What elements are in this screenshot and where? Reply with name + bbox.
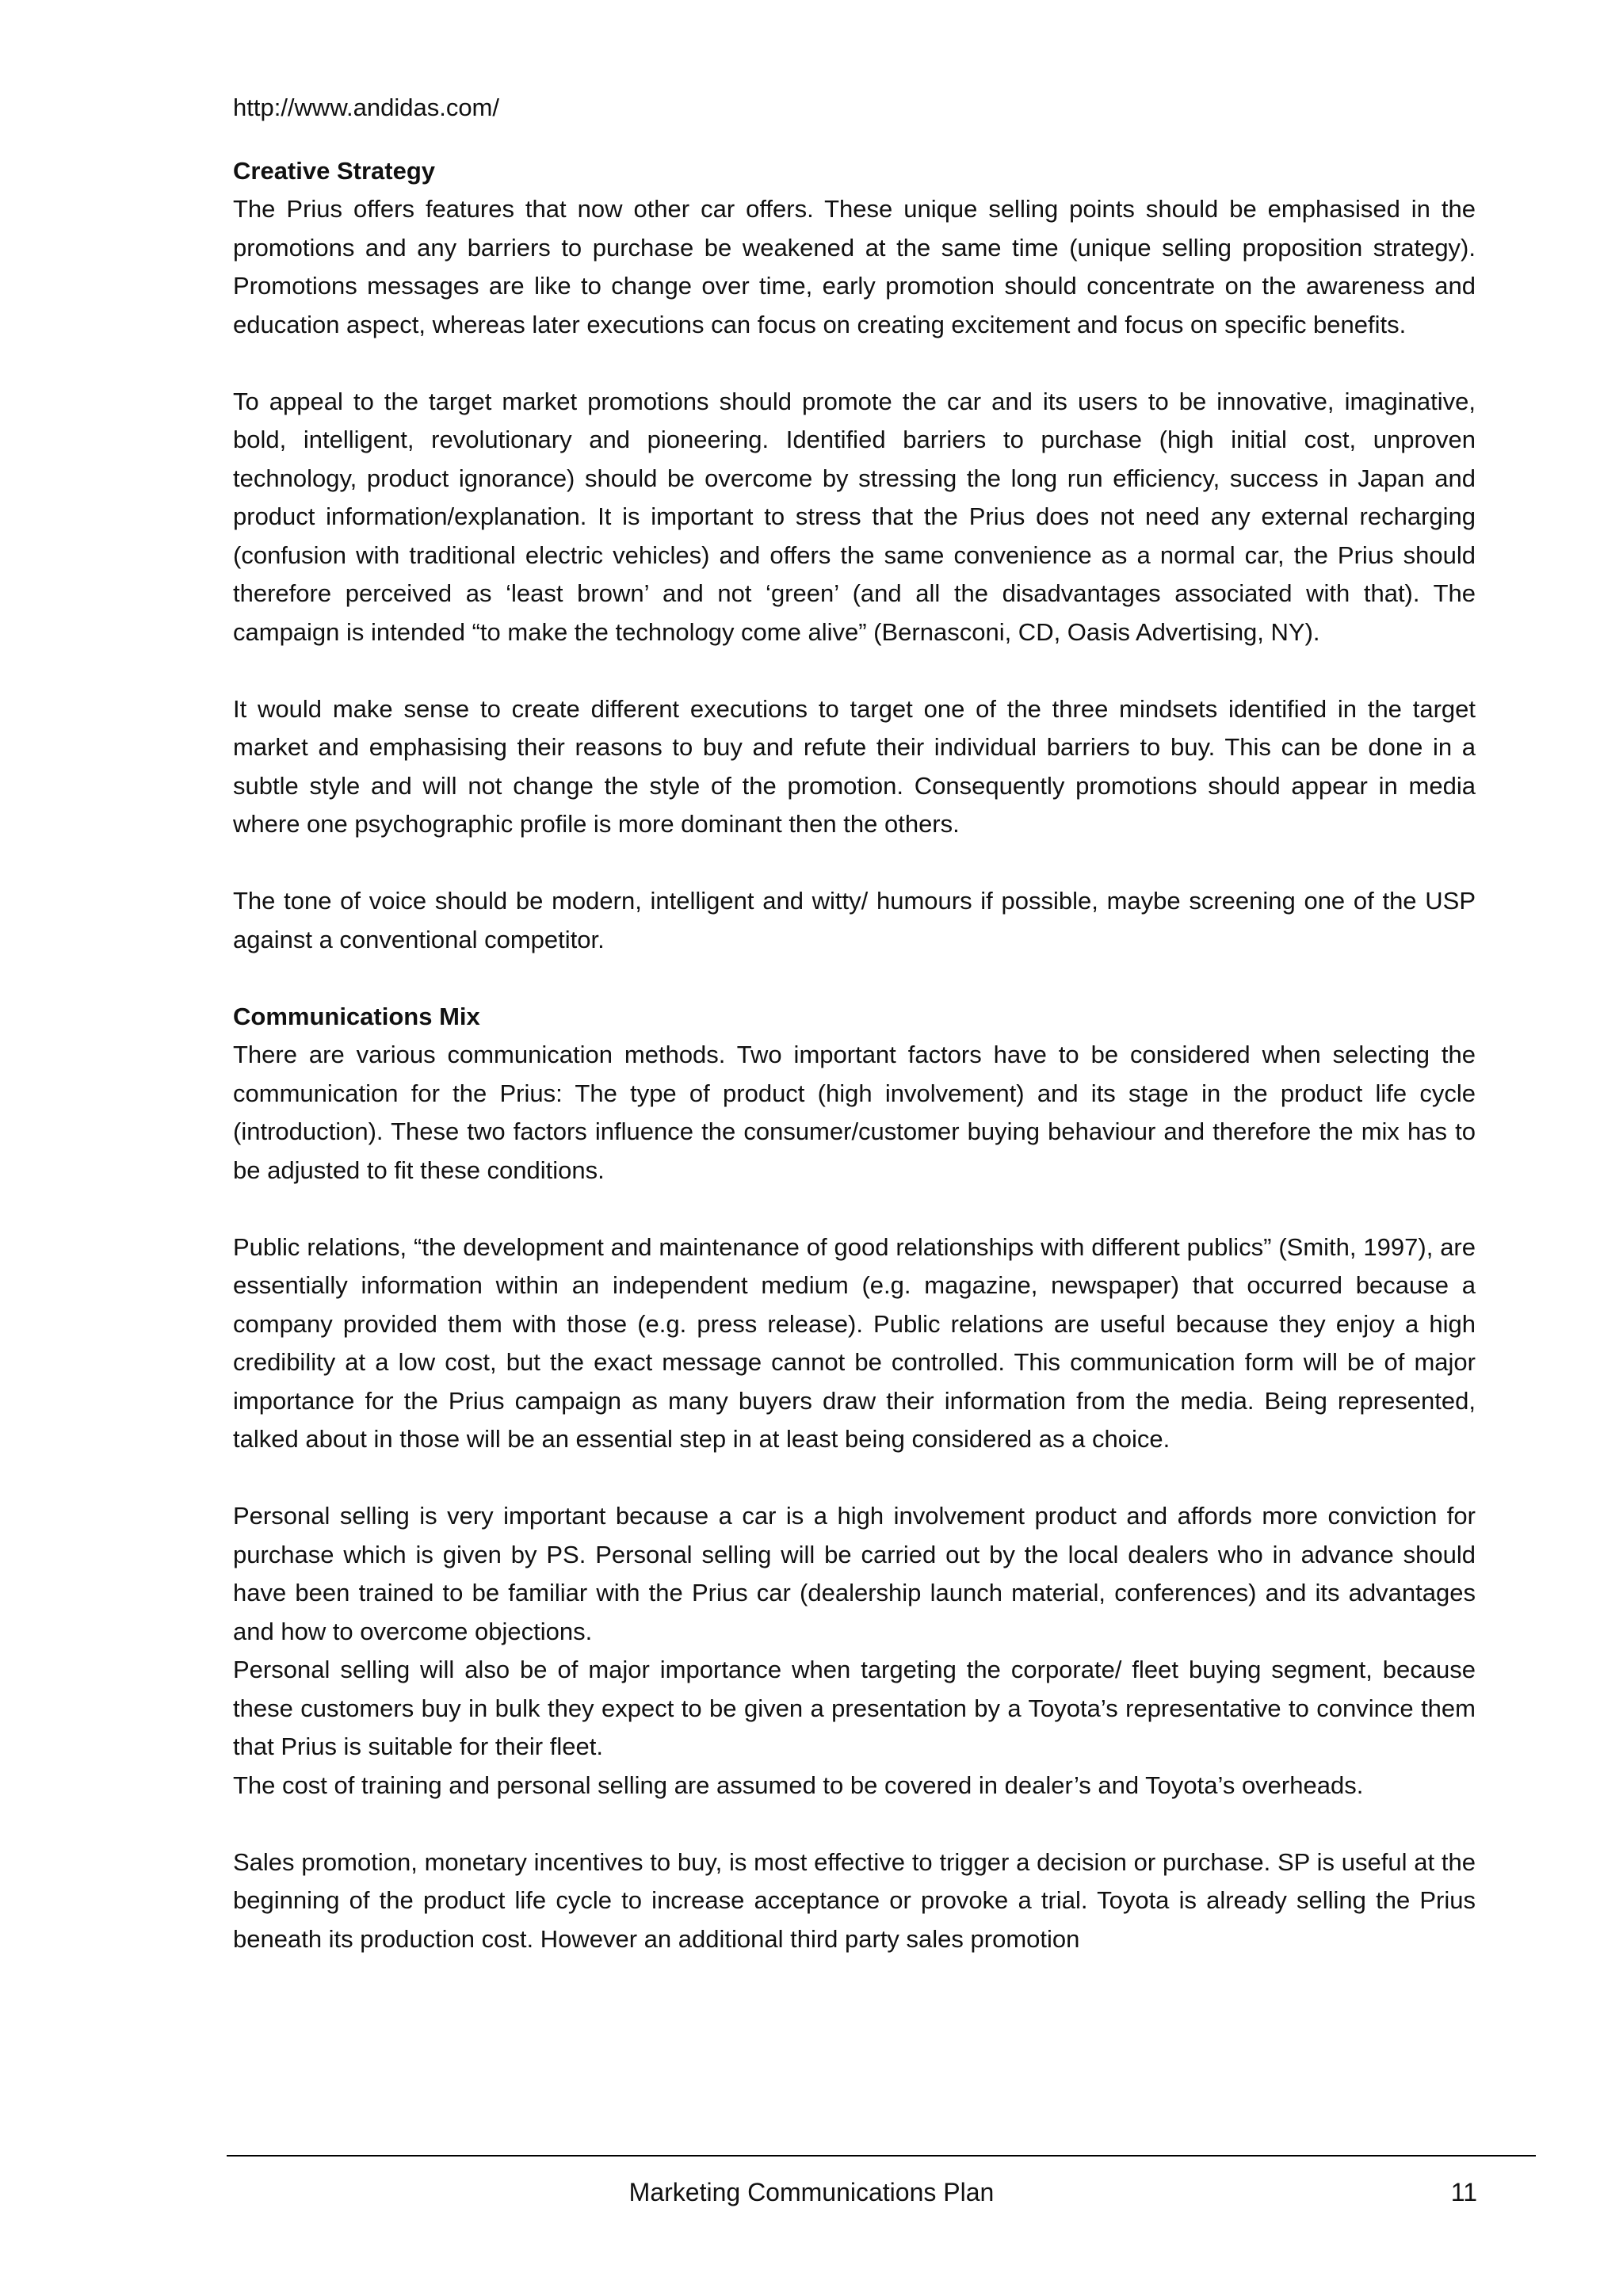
- page-number: 11: [1450, 2178, 1477, 2206]
- paragraph: The cost of training and personal selling are assumed to be covered in dealer’s and Toyota’s overheads.: [233, 1771, 1364, 1799]
- paragraph: Personal selling is very important because a car is a high involvement product and affords more conviction for purchase which is given by PS. Personal selling will be carried out by the local dealers who in advance should have been trained to be familiar with the Prius car (dealership launch material, conferences) and its advantages and how to overcome objections.: [233, 1502, 1476, 1645]
- paragraph: Sales promotion, monetary incentives to buy, is most effective to trigger a decision or purchase. SP is useful at the beginning of the product life cycle to increase acceptance or provoke a trial. Toyota is already selling the Prius beneath its production cost. However an additional third party sales promotion: [233, 1847, 1476, 1953]
- paragraph-spacer: [233, 651, 1476, 690]
- paragraph: The Prius offers features that now other car offers. These unique selling points should be emphasised in the promotions and any barriers to purchase be weakened at the same time (unique selling proposition strategy). Promotions messages are like to change over time, early promotion should concentrate on the awareness and education aspect, whereas later executions can focus on creating excitement and focus on specific benefits.: [233, 195, 1476, 338]
- paragraph-spacer: [233, 959, 1476, 998]
- paragraph: The tone of voice should be modern, intelligent and witty/ humours if possible, maybe screening one of the USP against a conventional competitor.: [233, 887, 1476, 953]
- source-url: http://www.andidas.com/: [233, 94, 499, 121]
- footer-title: Marketing Communications Plan: [628, 2178, 995, 2206]
- paragraph: There are various communication methods. Two important factors have to be considered when selecting the communication for the Prius: The type of product (high involvement) and its stage in the product life cycle (introduction). These two factors influence the consumer/customer buying behaviour and therefore the mix has to be adjusted to fit these conditions.: [233, 1041, 1476, 1184]
- paragraph: Public relations, “the development and maintenance of good relationships with different publics” (Smith, 1997), are essentially information within an independent medium (e.g. magazine, newspaper) that occurred because a company provided them with those (e.g. press release). Public relations are useful because they enjoy a high credibility at a low cost, but the exact message cannot be controlled. This communication form will be of major importance for the Prius campaign as many buyers draw their information from the media. Being represented, talked about in those will be an essential step in at least being considered as a choice.: [233, 1232, 1476, 1453]
- page-content: [233, 89, 1476, 1958]
- paragraph: To appeal to the target market promotions should promote the car and its users to be innovative, imaginative, bold, intelligent, revolutionary and pioneering. Identified barriers to purchase (high initial cost, unproven technology, product ignorance) should be overcome by stressing the long run efficiency, success in Japan and product information/explanation. It is important to stress that the Prius does not need any external recharging (confusion with traditional electric vehicles) and offers the same convenience as a normal car, the Prius should therefore perceived as ‘least brown’ and not ‘green’ (and all the disadvantages associated with that). The campaign is intended “to make the technology come alive” (Bernasconi, CD, Oasis Advertising, NY).: [233, 387, 1476, 646]
- section-heading-creative-strategy: Creative Strategy: [233, 156, 436, 185]
- paragraph: It would make sense to create different executions to target one of the three mindsets identified in the target market and emphasising their reasons to buy and refute their individual barriers to buy. This can be done in a subtle style and will not change the style of the promotion. Consequently promotions should appear in media where one psychographic profile is more dominant then the others.: [233, 694, 1476, 838]
- section-heading-communications-mix: Communications Mix: [233, 1002, 480, 1030]
- paragraph-spacer: [233, 344, 1476, 383]
- paragraph-spacer: [233, 1190, 1476, 1228]
- paragraph-spacer: [233, 844, 1476, 883]
- paragraph-spacer: [233, 1459, 1476, 1498]
- paragraph: Personal selling will also be of major importance when targeting the corporate/ fleet buying segment, because these customers buy in bulk they expect to be given a presentation by a Toyota’s representative to convince them that Prius is suitable for their fleet.: [233, 1656, 1476, 1760]
- footer-divider: [227, 2155, 1536, 2157]
- paragraph-spacer: [233, 1805, 1476, 1843]
